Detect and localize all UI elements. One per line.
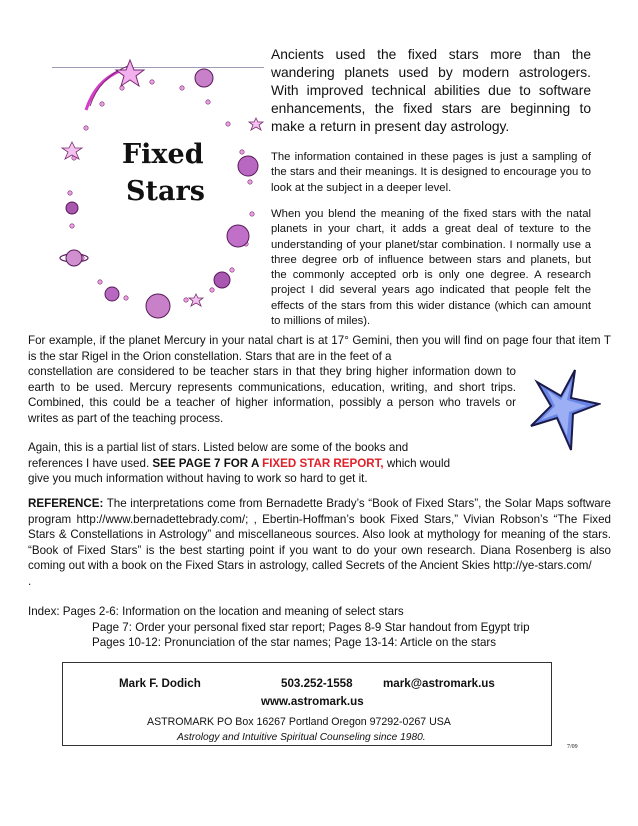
blend-paragraph: When you blend the meaning of the fixed stars with the natal planets in your chart, it adds a great deal of texture to the understanding of your planet/star combination. I normally use a three degree orb of influence between stars and planets, but the commonly accepted orb is only one degree. A research project I did several years ago indicated that people felt the effects of the stars from this wider distance (which can amount to millions of miles). (271, 208, 591, 328)
fixed-stars-logo (52, 58, 264, 320)
see-page-callout: SEE PAGE 7 FOR A (152, 456, 263, 470)
reference-label: REFERENCE: (28, 497, 104, 510)
date-code: 7/09 (567, 744, 578, 750)
contact-website[interactable]: www.astromark.us (261, 695, 364, 708)
reference-paragraph: REFERENCE: The interpretations come from Bernadette Brady’s “Book of Fixed Stars”, the Solar Maps software program http://www.bernadettebrady.com/; , Ebertin-Hoffman’s book Fixed Stars,” Vivian Robson’s “The Fixed Stars & Constellations in Astrology” and miscellaneous sources. Also look at mythology for meaning of the stars. “Book of Fixed Stars” is the best starting point if you want to do your own research. Diana Rosenberg is also coming out with a book on the Fixed Stars in astrology, called Secrets of the Ancient Skies http://ye-stars.com/ . (28, 497, 611, 588)
logo-title-line1: Fixed (122, 139, 204, 170)
page-index: Index: Pages 2-6: Information on the location and meaning of select stars Page 7: Order your personal fixed star report; Pages 8-9 Star handout from Egypt trip Pages 10-12: Pronunciation of the star names; Page 13-14: Article on the stars (28, 605, 530, 650)
planet-icon (227, 225, 249, 247)
contact-name: Mark F. Dodich (119, 677, 201, 690)
sparkle-star-icon (189, 294, 203, 306)
contact-phone: 503.252-1558 (281, 677, 353, 690)
planet-icon (66, 202, 78, 214)
again-paragraph: Again, this is a partial list of stars. Listed below are some of the books and references I have used. SEE PAGE 7 FOR A FIXED STAR REPORT, which would give you much information without having to work so hard to get it. (28, 441, 451, 486)
sampling-paragraph: The information contained in these pages is just a sampling of the stars and their meanings. It is designed to encourage you to look at the subject in a deeper level. (271, 151, 591, 194)
contact-email[interactable]: mark@astromark.us (383, 677, 495, 690)
sparkle-star-icon (62, 142, 82, 159)
logo-title-line2: Stars (126, 176, 205, 207)
contact-tagline: Astrology and Intuitive Spiritual Counseling since 1980. (177, 732, 426, 743)
fixed-star-report-link: FIXED STAR REPORT, (262, 456, 384, 470)
planet-icon (238, 156, 258, 176)
sparkle-star-icon (249, 118, 263, 130)
example-paragraph: For example, if the planet Mercury in your natal chart is at 17° Gemini, then you will find on page four that item T is the star Rigel in the Orion constellation. Stars that are in the feet of a constellation are considered to be teacher stars in that they bring higher information down to earth to be used. Mercury represents communications, education, writing, and short trips. Combined, this could be a teacher of higher information, possibly a person who travels or writes as part of the teaching process. (28, 334, 611, 425)
planet-icon (195, 69, 213, 87)
planet-icon (146, 294, 170, 318)
planet-icon (214, 272, 230, 288)
planet-icon (105, 287, 119, 301)
contact-address: ASTROMARK PO Box 16267 Portland Oregon 97292-0267 USA (147, 716, 451, 728)
intro-paragraph: Ancients used the fixed stars more than the wandering planets used by modern astrologers. With improved technical abilities due to software enhancements, the fixed stars are beginning to make a return in present day astrology. (271, 47, 591, 134)
contact-box (62, 662, 552, 746)
